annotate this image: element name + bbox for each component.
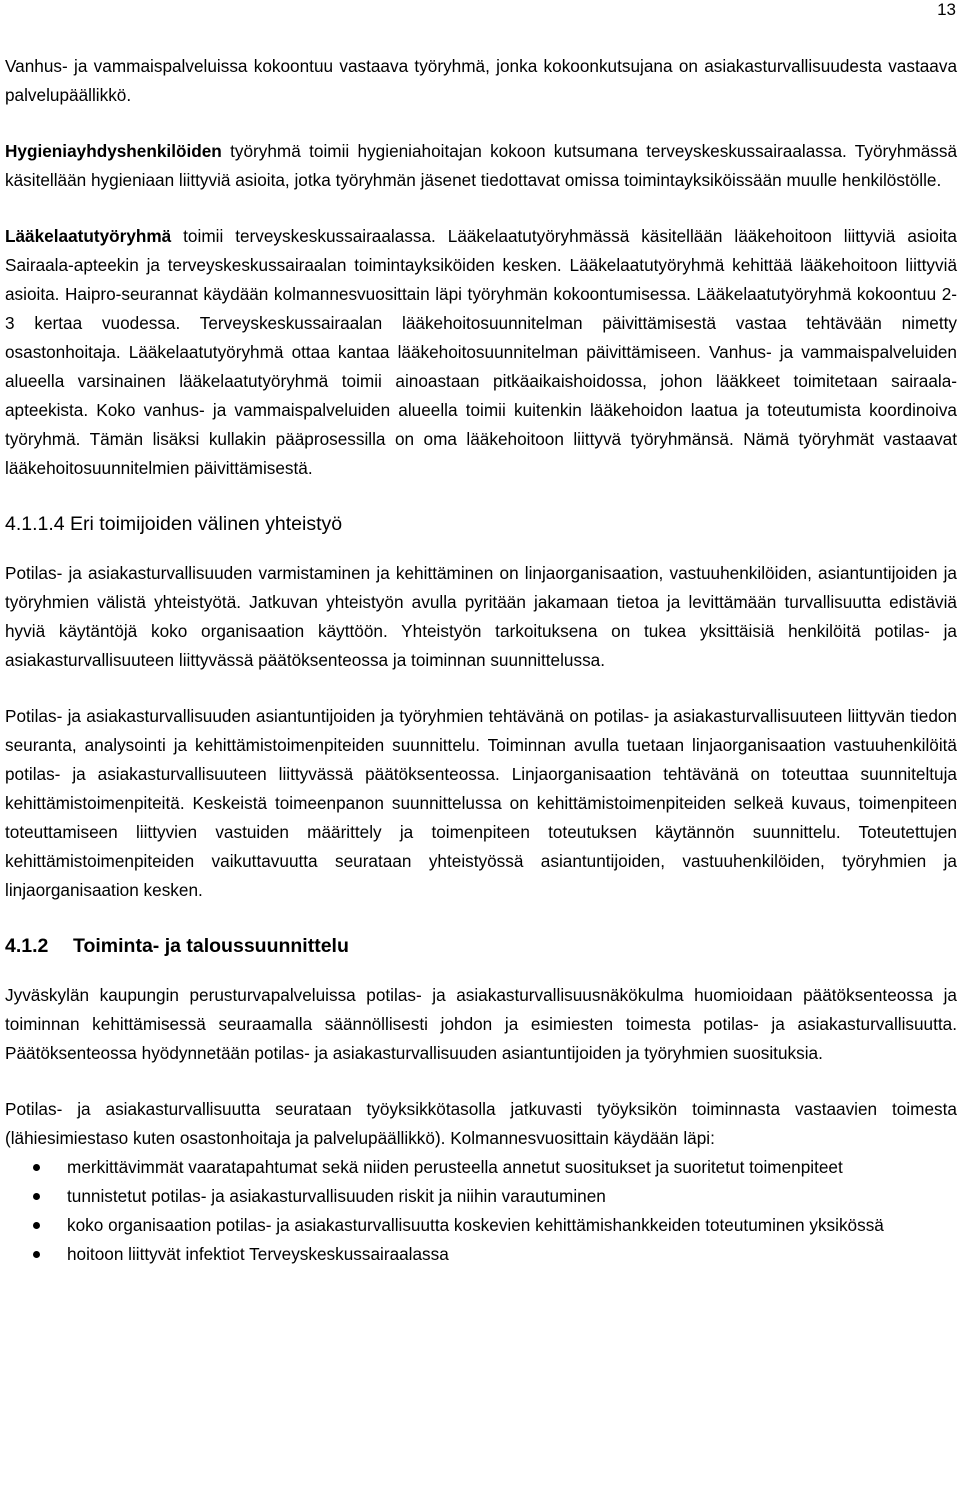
heading-412 — [5, 932, 957, 961]
page-number: 13 — [937, 0, 956, 19]
bullet-icon — [33, 1164, 40, 1171]
list-item — [5, 1153, 957, 1182]
bullet-icon — [33, 1222, 40, 1229]
list-item-text: tunnistetut potilas- ja asiakasturvallisuuden riskit ja niihin varautuminen — [67, 1186, 606, 1206]
bullet-list — [5, 1153, 957, 1269]
document-body — [5, 52, 957, 1269]
paragraph-yhteistyo-1: Potilas- ja asiakasturvallisuuden varmistaminen ja kehittäminen on linjaorganisaation, vastuuhenkilöiden, asiantuntijoiden ja työryhmien välistä yhteistyötä. Jatkuvan yhteistyön avulla pyritään jakamaan tietoa ja levittämään turvallisuutta edistäviä hyviä käytäntöjä koko organisaation käyttöön. Yhteistyön tarkoituksena on tukea yksittäisiä henkilöitä potilas- ja asiakasturvallisuuteen liittyvässä päätöksenteossa ja toiminnan suunnittelussa. — [5, 563, 957, 670]
list-item — [5, 1240, 957, 1269]
list-item-text: koko organisaation potilas- ja asiakasturvallisuutta koskevien kehittämishankkeiden toteutuminen yksikössä — [67, 1215, 884, 1235]
bullet-icon — [33, 1251, 40, 1258]
paragraph-laakelaatu-text: toimii terveyskeskussairaalassa. Lääkelaatutyöryhmässä käsitellään lääkehoitoon liittyviä asioita Sairaala-apteekin ja terveyskeskussairaalan toimintayksiköiden kesken. Lääkelaatutyöryhmä kehittää lääkehoitoon liittyviä asioita. Haipro-seurannat käydään kolmannesvuosittain läpi työryhmän kokoontumisessa. Lääkelaatutyöryhmä kokoontuu 2-3 kertaa vuodessa. Terveyskeskussairaalan lääkehoitosuunnitelman päivittämisestä vastaa tehtävään nimetty osastonhoitaja. Lääkelaatutyöryhmä ottaa kantaa lääkehoitosuunnitelman päivittämiseen. Vanhus- ja vammaispalveluiden alueella varsinainen lääkelaatutyöryhmä toimii ainoastaan pitkäaikaishoidossa, johon lääkkeet toimitetaan sairaala-apteekista. Koko vanhus- ja vammaispalveluiden alueella toimii kuitenkin lääkehoidon laatua ja toteutumista koordinoiva työryhmä. Tämän lisäksi kullakin pääprosessilla on oma lääkehoitoon liittyvä työryhmänsä. Nämä työryhmät vastaavat lääkehoitosuunnitelmien päivittämisestä. — [5, 226, 957, 478]
paragraph-vanhus-tyoryhma: Vanhus- ja vammaispalveluissa kokoontuu vastaava työryhmä, jonka kokoonkutsujana on asiakasturvallisuudesta vastaava palvelupäällikkö. — [5, 56, 957, 105]
paragraph-laakelaatu — [5, 222, 957, 483]
bullet-icon — [33, 1193, 40, 1200]
term-hygieniayhdyshenkilot: Hygieniayhdyshenkilöiden — [5, 141, 222, 161]
list-item-text: merkittävimmät vaaratapahtumat sekä niiden perusteella annetut suositukset ja suoritetut toimenpiteet — [67, 1157, 843, 1177]
paragraph-seuranta: Potilas- ja asiakasturvallisuutta seurataan työyksikkötasolla jatkuvasti työyksikön toiminnasta vastaavien toimesta (lähiesimiestaso kuten osastonhoitaja ja palvelupäällikkö). Kolmannesvuosittain käydään läpi: — [5, 1099, 957, 1148]
term-laakelaatutyoryhma: Lääkelaatutyöryhmä — [5, 226, 172, 246]
paragraph-hygienia — [5, 137, 957, 195]
paragraph-hygienia-text: työryhmä toimii hygieniahoitajan kokoon kutsumana terveyskeskussairaalassa. Työryhmässä käsitellään hygieniaan liittyviä asioita, jotka työryhmän jäsenet tiedottavat omissa toimintayksiköissään muulle henkilöstölle. — [5, 141, 957, 190]
heading-412-number: 4.1.2 — [5, 935, 49, 957]
paragraph-yhteistyo-2: Potilas- ja asiakasturvallisuuden asiantuntijoiden ja työryhmien tehtävänä on potilas- ja asiakasturvallisuuteen liittyvän tiedon seuranta, analysointi ja kehittämistoimenpiteiden suunnittelu. Toiminnan avulla tuetaan linjaorganisaation vastuuhenkilöitä potilas- ja asiakasturvallisuuteen liittyvässä päätöksenteossa. Linjaorganisaation tehtävänä on toteuttaa suunniteltuja kehittämistoimenpiteitä. Keskeistä toimeenpanon suunnittelussa on kehittämistoimenpiteiden selkeä kuvaus, toimenpiteen toteuttamiseen liittyvien vastuiden määrittely ja toimenpiteen toteutuksen käytännön suunnittelu. Toteutettujen kehittämistoimenpiteiden vaikuttavuutta seurataan yhteistyössä asiantuntijoiden, vastuuhenkilöiden, työryhmien ja linjaorganisaation kesken. — [5, 706, 957, 900]
paragraph-paatoksenteko: Jyväskylän kaupungin perusturvapalveluissa potilas- ja asiakasturvallisuusnäkökulma huomioidaan päätöksenteossa ja toiminnan kehittämisessä seuraamalla säännöllisesti johdon ja esimiesten toimesta potilas- ja asiakasturvallisuutta. Päätöksenteossa hyödynnetään potilas- ja asiakasturvallisuuden asiantuntijoiden ja työryhmien suosituksia. — [5, 985, 957, 1063]
list-item-text: hoitoon liittyvät infektiot Terveyskeskussairaalassa — [67, 1244, 449, 1264]
list-item — [5, 1211, 957, 1240]
list-item — [5, 1182, 957, 1211]
heading-4114: 4.1.1.4 Eri toimijoiden välinen yhteistyö — [5, 513, 343, 535]
heading-412-title: Toiminta- ja taloussuunnittelu — [73, 935, 349, 957]
